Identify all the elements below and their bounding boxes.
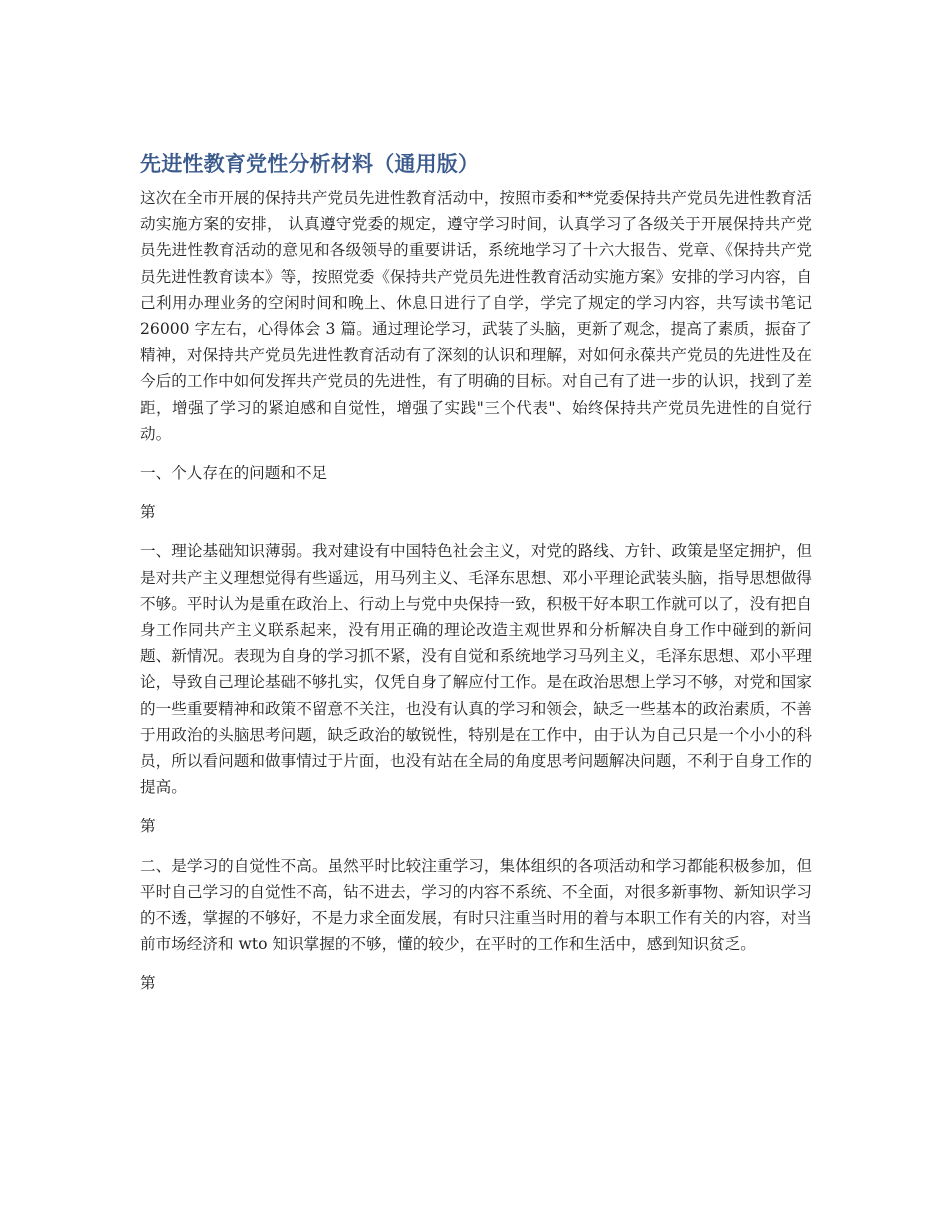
intro-paragraph: 这次在全市开展的保持共产党员先进性教育活动中，按照市委和**党委保持共产党员先进性教育活动实施方案的安排， 认真遵守党委的规定，遵守学习时间，认真学习了各级关于开展保持共产党员先进性教育活动的意见和各级领导的重要讲话，系统地学习了十六大报告、党章、《保持共产党员先进性教育读本》等，按照党委《保持共产党员先进性教育活动实施方案》安排的学习内容，自己利用办理业务的空闲时间和晚上、休息日进行了自学，学完了规定的学习内容，共写读书笔记 26000 字左右，心得体会 3 篇。通过理论学习，武装了头脑，更新了观念，提高了素质，振奋了精神，对保持共产党员先进性教育活动有了深刻的认识和理解，对如何永葆共产党员的先进性及在今后的工作中如何发挥共产党员的先进性，有了明确的目标。对自己有了进一步的认识，找到了差距，增强了学习的紧迫感和自觉性，增强了实践"三个代表"、始终保持共产党员先进性的自觉行动。 [140, 189, 812, 443]
ordinal-marker: 第 [140, 817, 156, 836]
paragraph-theory-weakness: 一、理论基础知识薄弱。我对建设有中国特色社会主义，对党的路线、方针、政策是坚定拥护，但是对共产主义理想觉得有些遥远，用马列主义、毛泽东思想、邓小平理论武装头脑，指导思想做得不够。平时认为是重在政治上、行动上与党中央保持一致，积极干好本职工作就可以了，没有把自身工作同共产主义联系起来，没有用正确的理论改造主观世界和分析解决自身工作中碰到的新问题、新情况。表现为自身的学习抓不紧，没有自觉和系统地学习马列主义，毛泽东思想、邓小平理论，导致自己理论基础不够扎实，仅凭自身了解应付工作。是在政治思想上学习不够，对党和国家的一些重要精神和政策不留意不关注，也没有认真的学习和领会，缺乏一些基本的政治素质，不善于用政治的头脑思考问题，缺乏政治的敏锐性，特别是在工作中，由于认为自己只是一个小小的科员，所以看问题和做事情过于片面，也没有站在全局的角度思考问题解决问题，不利于自身工作的提高。 [140, 542, 812, 797]
document-page [140, 148, 812, 997]
ordinal-marker: 第 [140, 974, 156, 993]
document-title: 先进性教育党性分析材料（通用版） [140, 152, 480, 176]
ordinal-marker: 第 [140, 503, 156, 522]
section-heading-problems: 一、个人存在的问题和不足 [140, 464, 328, 483]
paragraph-study-self-awareness: 二、是学习的自觉性不高。虽然平时比较注重学习，集体组织的各项活动和学习都能积极参加，但平时自己学习的自觉性不高，钻不进去，学习的内容不系统、不全面，对很多新事物、新知识学习的不透，掌握的不够好，不是力求全面发展，有时只注重当时用的着与本职工作有关的内容，对当前市场经济和 wto 知识掌握的不够，懂的较少，在平时的工作和生活中，感到知识贫乏。 [140, 856, 812, 954]
